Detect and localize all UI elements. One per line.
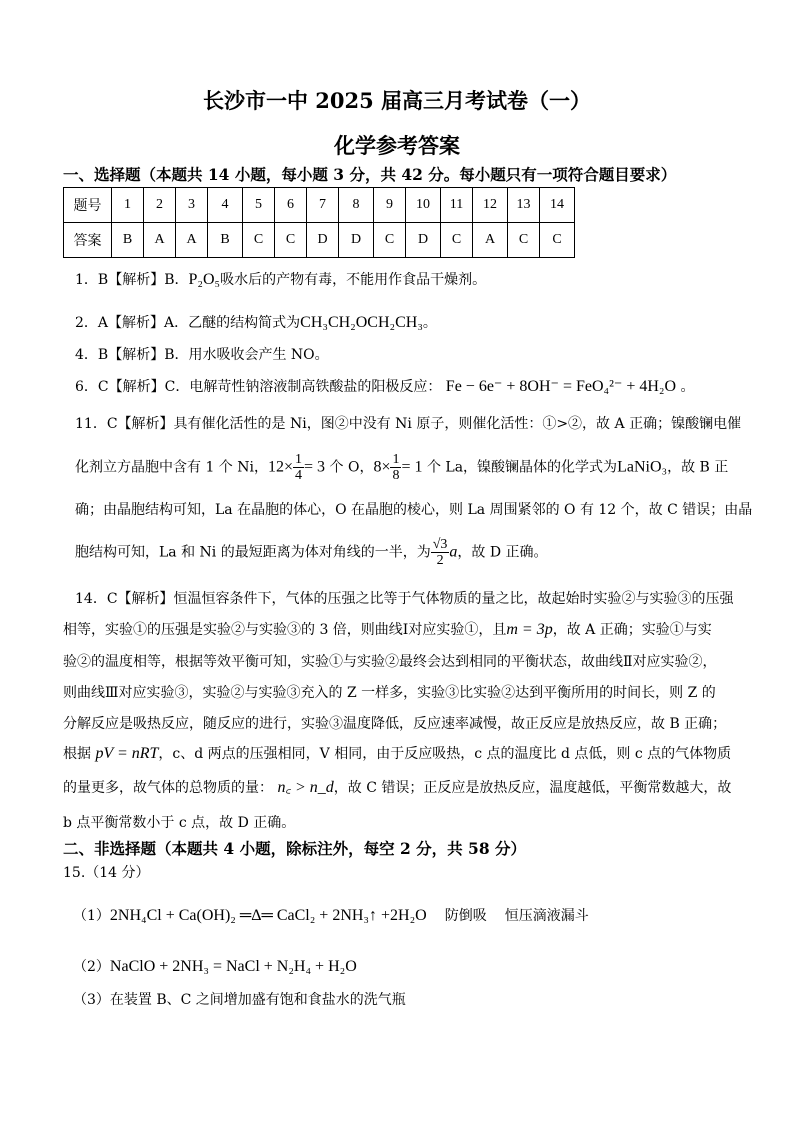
page-title: 长沙市一中 2025 届高三月考试卷（一） bbox=[202, 88, 592, 113]
question-number: 8 bbox=[339, 188, 374, 223]
answer-cell: D bbox=[406, 223, 441, 258]
page-subtitle: 化学参考答案 bbox=[334, 133, 460, 158]
section2-heading: 二、非选择题（本题共 4 小题，除标注外，每空 2 分，共 58 分） bbox=[63, 839, 527, 858]
q11-text: 个 O， bbox=[329, 459, 374, 476]
question-number: 12 bbox=[473, 188, 508, 223]
q2-suffix: 。 bbox=[422, 315, 437, 331]
question-number: 4 bbox=[208, 188, 243, 223]
q2-explanation bbox=[75, 313, 437, 333]
q6-suffix: 。 bbox=[680, 379, 695, 395]
q1-formula: P₂O₅ bbox=[188, 271, 221, 288]
q14-equation: m = 3p bbox=[506, 621, 553, 638]
q15-p1-equation: 2NH₄Cl + Ca(OH)₂ ═Δ═ CaCl₂ + 2NH₃↑ +2H₂O bbox=[109, 907, 427, 924]
fraction bbox=[293, 452, 304, 483]
q14-line4: 则曲线Ⅲ对应实验③，实验②与实验③充入的 Z 一样多，实验③比实验②达到平衡所用的时间长，则 Z 的 bbox=[63, 685, 716, 701]
q4-explanation: 4．B【解析】B．用水吸收会产生 NO。 bbox=[75, 347, 329, 363]
fraction-numerator: 1 bbox=[295, 452, 303, 467]
q14-line2 bbox=[63, 620, 712, 640]
answer-cell: C bbox=[441, 223, 473, 258]
row-label-answer: 答案 bbox=[64, 223, 112, 258]
q14-text: ，故 C 错误；正反应是放热反应，温度越低，平衡常数越大，故 bbox=[333, 780, 732, 796]
answer-cell: C bbox=[540, 223, 575, 258]
q11-calc: = 3 bbox=[304, 458, 326, 476]
question-number: 13 bbox=[508, 188, 540, 223]
question-number: 2 bbox=[144, 188, 176, 223]
q14-text: 的量更多，故气体的总物质的量： bbox=[63, 780, 273, 796]
answer-cell: D bbox=[339, 223, 374, 258]
q14-text: ，故 A 正确；实验①与实 bbox=[552, 622, 712, 638]
q15-p1-answer: 防倒吸 bbox=[444, 908, 487, 924]
question-number: 11 bbox=[441, 188, 473, 223]
fraction-numerator: 1 bbox=[392, 452, 400, 467]
q11-line2 bbox=[75, 452, 728, 483]
q14-line1: 14．C【解析】恒温恒容条件下，气体的压强之比等于气体物质的量之比，故起始时实验②与实验③的压强 bbox=[75, 591, 734, 607]
table-row bbox=[64, 188, 575, 223]
q15-p1-answer: 恒压滴液漏斗 bbox=[504, 908, 589, 924]
q14-line3: 验②的温度相等，根据等效平衡可知，实验①与实验②最终会达到相同的平衡状态，故曲线Ⅱ对应实验②， bbox=[63, 654, 717, 670]
question-number: 3 bbox=[176, 188, 208, 223]
fraction-denominator: 2 bbox=[436, 553, 444, 568]
q11-formula: LaNiO₃ bbox=[617, 458, 668, 476]
q1-suffix: 吸水后的产物有毒，不能用作食品干燥剂。 bbox=[220, 272, 487, 288]
q11-text: ，故 D 正确。 bbox=[457, 544, 548, 561]
answer-cell: C bbox=[275, 223, 307, 258]
q15-part1 bbox=[73, 906, 589, 926]
question-number: 6 bbox=[275, 188, 307, 223]
q15-part3: （3）在装置 B、C 之间增加盛有饱和食盐水的洗气瓶 bbox=[73, 992, 406, 1008]
section1-heading: 一、选择题（本题共 14 小题，每小题 3 分，共 42 分。每小题只有一项符合题目要求） bbox=[63, 165, 677, 184]
q1-explanation bbox=[75, 270, 486, 290]
q11-text: 化剂立方晶胞中含有 1 个 Ni， bbox=[75, 459, 268, 476]
answer-cell: C bbox=[243, 223, 275, 258]
q11-calc: 8× bbox=[373, 458, 391, 476]
fraction-numerator: √3 bbox=[432, 537, 448, 552]
q14-text: 相等，实验①的压强是实验②与实验③的 3 倍，则曲线Ⅰ对应实验①，且 bbox=[63, 622, 507, 638]
answer-cell: A bbox=[473, 223, 508, 258]
answer-cell: C bbox=[374, 223, 406, 258]
question-number: 9 bbox=[374, 188, 406, 223]
answer-cell: C bbox=[508, 223, 540, 258]
q2-prefix: 2．A【解析】A．乙醚的结构简式为 bbox=[75, 315, 301, 331]
fraction-denominator: 8 bbox=[392, 468, 400, 483]
q11-line1: 11．C【解析】具有催化活性的是 Ni，图②中没有 Ni 原子，则催化活性：①>②，故 A 正确；镍酸镧电催 bbox=[75, 416, 742, 432]
question-number: 1 bbox=[112, 188, 144, 223]
answer-cell: A bbox=[144, 223, 176, 258]
q14-line6 bbox=[63, 744, 731, 764]
q14-line5: 分解反应是吸热反应，随反应的进行，实验③温度降低，反应速率减慢，故正反应是放热反应，故 B 正确； bbox=[63, 716, 727, 732]
q11-calc: = 1 bbox=[401, 458, 423, 476]
question-number: 5 bbox=[243, 188, 275, 223]
q1-prefix: 1．B【解析】B． bbox=[75, 272, 189, 288]
q14-text: 根据 bbox=[63, 746, 91, 762]
answer-table bbox=[63, 187, 575, 258]
fraction bbox=[390, 452, 401, 483]
q15-p1-label: （1） bbox=[73, 908, 110, 924]
answer-cell: A bbox=[176, 223, 208, 258]
q14-equation: n꜀ > n_d bbox=[277, 779, 334, 796]
q14-line7 bbox=[63, 778, 731, 798]
answer-cell: B bbox=[208, 223, 243, 258]
question-number: 10 bbox=[406, 188, 441, 223]
q11-variable: a bbox=[449, 543, 458, 561]
answer-cell: B bbox=[112, 223, 144, 258]
q11-text: 个 La，镍酸镧晶体的化学式为 bbox=[426, 459, 618, 476]
q11-line3: 确；由晶胞结构可知，La 在晶胞的体心，O 在晶胞的棱心，则 La 周围紧邻的 O 有 12 个，故 C 错误；由晶 bbox=[75, 502, 753, 518]
q15-p2-equation: NaClO + 2NH₃ = NaCl + N₂H₄ + H₂O bbox=[109, 958, 357, 975]
q14-text: ，c、d 两点的压强相同，V 相同，由于反应吸热，c 点的温度比 d 点低，则 c 点的气体物质 bbox=[158, 746, 732, 762]
q14-line8: b 点平衡常数小于 c 点，故 D 正确。 bbox=[63, 815, 296, 831]
row-label-number: 题号 bbox=[64, 188, 112, 223]
q11-line4 bbox=[75, 537, 548, 568]
q2-formula: CH₃CH₂OCH₂CH₃ bbox=[300, 314, 423, 331]
q11-calc: 12× bbox=[268, 458, 294, 476]
question-number: 14 bbox=[540, 188, 575, 223]
q11-text: ，故 B 正 bbox=[667, 459, 729, 476]
q11-text: 胞结构可知，La 和 Ni 的最短距离为体对角线的一半，为 bbox=[75, 544, 431, 561]
q15-header: 15.（14 分） bbox=[63, 865, 150, 881]
q14-equation: pV = nRT bbox=[95, 745, 159, 762]
question-number: 7 bbox=[307, 188, 339, 223]
q15-part2 bbox=[73, 957, 357, 977]
q6-equation: Fe − 6e⁻ + 8OH⁻ = FeO₄²⁻ + 4H₂O bbox=[445, 378, 677, 395]
fraction bbox=[431, 537, 450, 568]
q6-prefix: 6．C【解析】C．电解苛性钠溶液制高铁酸盐的阳极反应： bbox=[75, 379, 442, 395]
answer-cell: D bbox=[307, 223, 339, 258]
table-row bbox=[64, 223, 575, 258]
fraction-denominator: 4 bbox=[295, 468, 303, 483]
q15-p2-label: （2） bbox=[73, 959, 110, 975]
q6-explanation bbox=[75, 377, 695, 397]
